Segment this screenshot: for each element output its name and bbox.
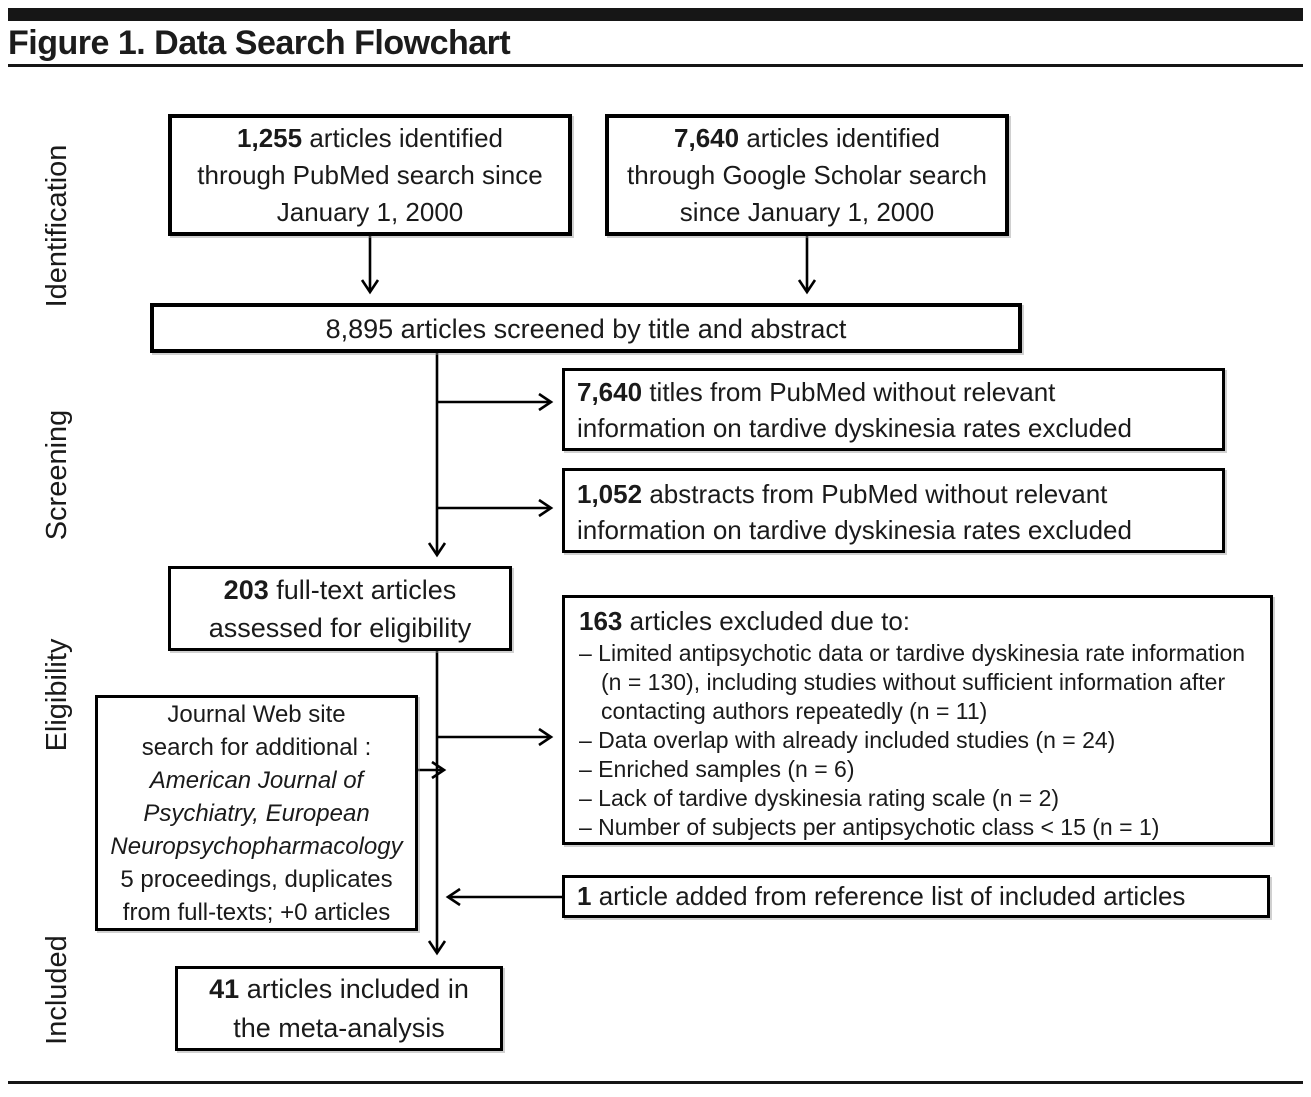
pubmed-line3: January 1, 2000 — [276, 196, 464, 227]
journal-line7: from full-texts; +0 articles — [122, 898, 391, 926]
stage-label-eligibility: Eligibility — [41, 638, 73, 752]
excluded-heading-rest: articles excluded due to: — [629, 606, 911, 636]
abstracts-excluded-box — [562, 468, 1225, 553]
abstracts-excluded-line2: information on tardive dyskinesia rates excluded — [577, 515, 1132, 545]
pubmed-line2: through PubMed search since — [197, 159, 543, 190]
fulltext-line2: assessed for eligibility — [208, 612, 472, 643]
journal-line6: 5 proceedings, duplicates — [120, 865, 393, 893]
abstracts-excluded-line1: abstracts from PubMed without relevant — [649, 479, 1108, 509]
reference-text: article added from reference list of included articles — [598, 881, 1186, 911]
excluded-item: – Number of subjects per antipsychotic class < 15 (n = 1) — [579, 814, 1160, 840]
reference-added-box — [562, 875, 1270, 918]
journal-line3: American Journal of — [149, 766, 364, 794]
journal-line2: search for additional : — [141, 733, 372, 761]
titles-excluded-box — [562, 368, 1225, 451]
excluded-item: – Limited antipsychotic data or tardive dyskinesia rate information (n = 130), including studies without sufficient information after contacting authors repeatedly (n = 11) — [579, 640, 1246, 724]
excluded-item: – Lack of tardive dyskinesia rating scale (n = 2) — [579, 785, 1060, 811]
journal-line4: Psychiatry, European — [143, 799, 370, 827]
pubmed-count: 1,255 — [237, 122, 303, 153]
fulltext-assessed-box — [168, 566, 512, 651]
journal-line1: Journal Web site — [167, 700, 346, 728]
box-line — [577, 374, 1222, 410]
box-line — [609, 120, 1005, 157]
excluded-count: 163 — [579, 606, 623, 636]
stage-label-identification: Identification — [41, 144, 73, 308]
journal-line5: Neuropsychopharmacology — [110, 832, 403, 860]
scholar-line3: since January 1, 2000 — [679, 196, 935, 227]
journal-search-box — [95, 695, 418, 931]
scholar-line2: through Google Scholar search — [627, 159, 987, 190]
screened-box — [150, 303, 1022, 353]
included-line2: the meta-analysis — [233, 1012, 445, 1043]
bottom-rule — [8, 1081, 1303, 1084]
box-line — [577, 476, 1222, 512]
abstracts-excluded-count: 1,052 — [577, 479, 643, 509]
pubmed-line1: articles identified — [309, 122, 503, 153]
top-rule-bar — [8, 8, 1303, 21]
figure-title: Figure 1. Data Search Flowchart — [8, 24, 511, 62]
title-divider — [8, 64, 1303, 67]
excluded-heading — [579, 604, 1258, 639]
stage-label-screening: Screening — [41, 409, 73, 541]
fulltext-line1: full-text articles — [276, 574, 457, 605]
pubmed-identified-box — [168, 114, 572, 236]
box-line — [178, 970, 500, 1009]
titles-excluded-count: 7,640 — [577, 377, 643, 407]
reference-count: 1 — [577, 881, 592, 911]
titles-excluded-line1: titles from PubMed without relevant — [649, 377, 1056, 407]
scholar-line1: articles identified — [746, 122, 940, 153]
titles-excluded-line2: information on tardive dyskinesia rates excluded — [577, 413, 1132, 443]
box-line — [172, 120, 568, 157]
screened-text: 8,895 articles screened by title and abstract — [325, 314, 847, 344]
included-count: 41 — [209, 973, 240, 1004]
stage-label-included: Included — [41, 935, 73, 1045]
excluded-item: – Data overlap with already included studies (n = 24) — [579, 727, 1116, 753]
included-box — [175, 966, 503, 1051]
scholar-identified-box — [605, 114, 1009, 236]
box-line — [171, 571, 509, 609]
fulltext-count: 203 — [223, 574, 269, 605]
excluded-reasons-box — [562, 595, 1273, 845]
included-line1: articles included in — [246, 973, 469, 1004]
scholar-count: 7,640 — [674, 122, 740, 153]
excluded-item: – Enriched samples (n = 6) — [579, 756, 855, 782]
